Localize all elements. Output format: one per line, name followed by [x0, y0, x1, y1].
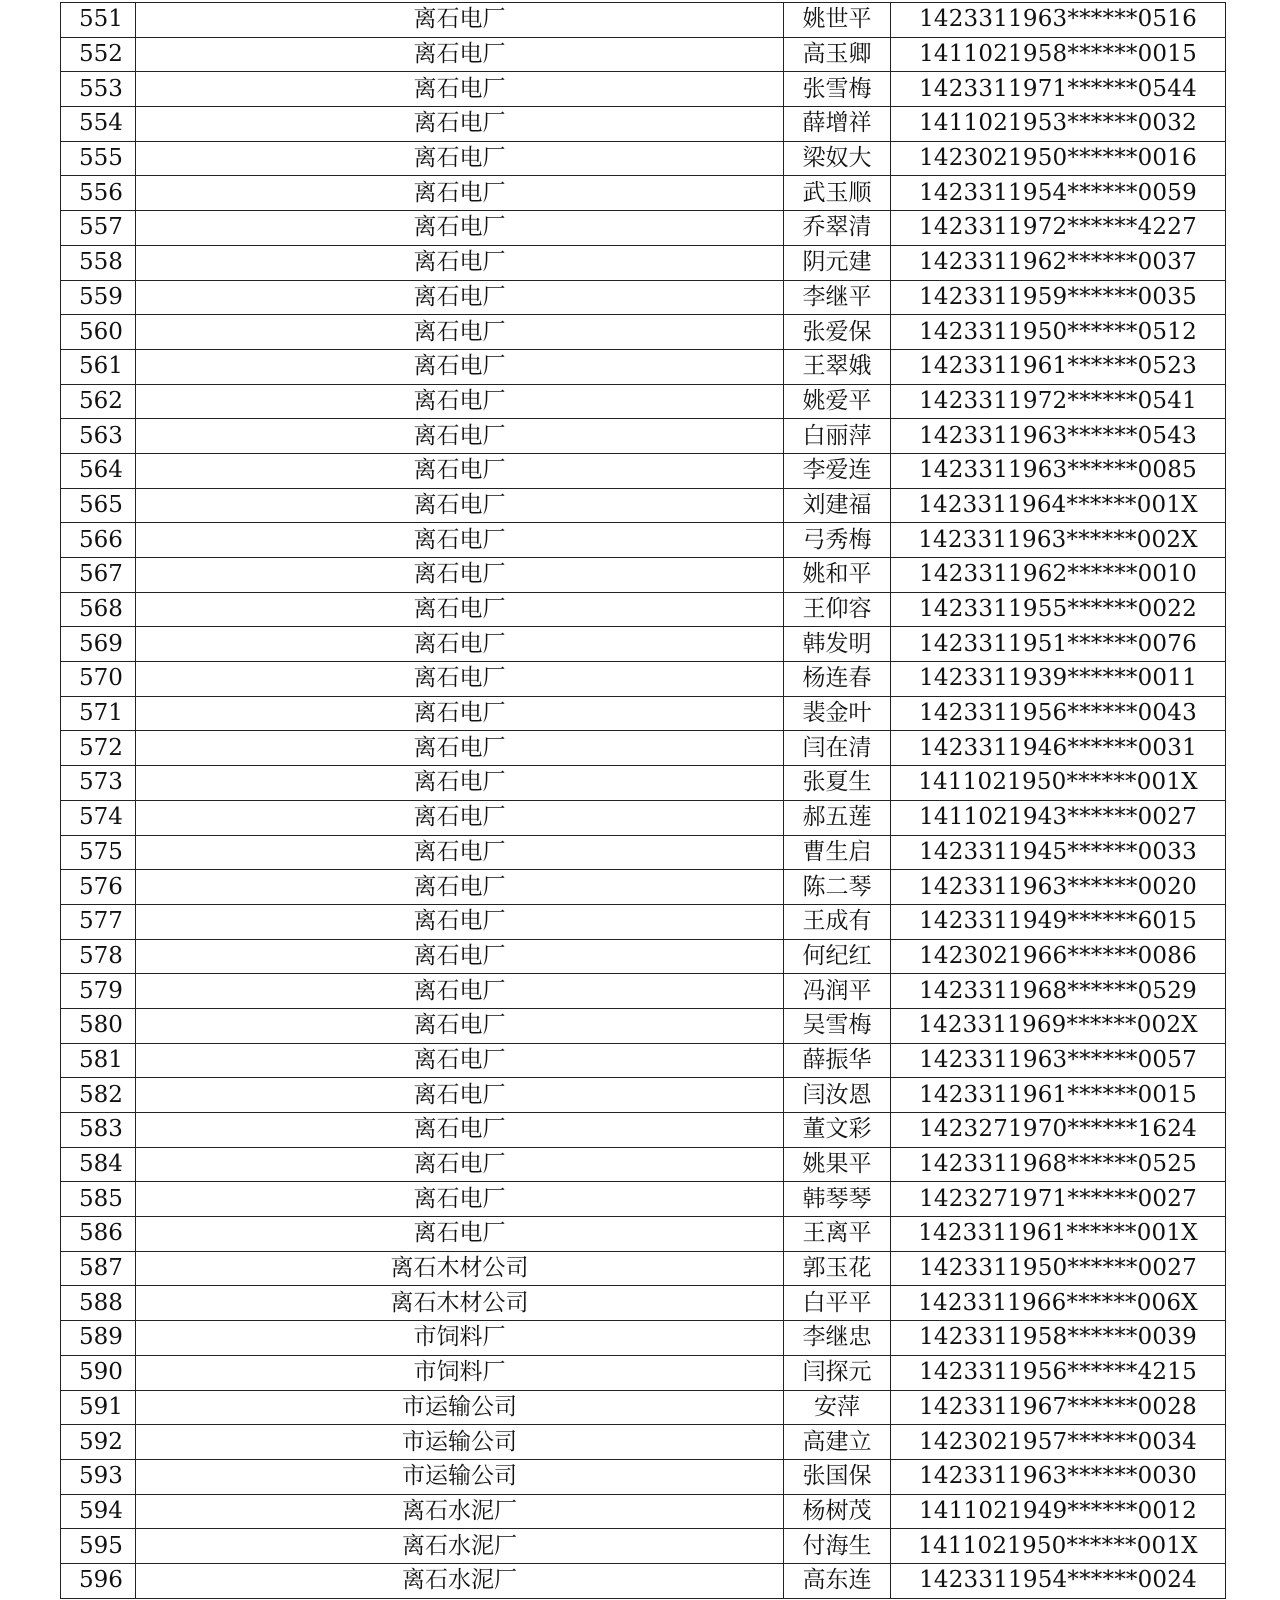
id-number-cell: 1423311964******001X: [891, 488, 1226, 523]
table-row: [61, 488, 1226, 523]
table-row: [61, 1321, 1226, 1356]
row-number-cell: 565: [61, 488, 136, 523]
work-unit-cell: 离石电厂: [136, 245, 784, 280]
work-unit-cell: 离石电厂: [136, 974, 784, 1009]
work-unit-cell: 离石电厂: [136, 904, 784, 939]
table-row: [61, 107, 1226, 142]
person-name-cell: 张夏生: [784, 766, 891, 801]
id-number-cell: 1423311939******0011: [891, 662, 1226, 697]
row-number-cell: 561: [61, 349, 136, 384]
id-number-cell: 1423311962******0037: [891, 245, 1226, 280]
work-unit-cell: 离石电厂: [136, 696, 784, 731]
person-name-cell: 闫探元: [784, 1355, 891, 1390]
row-number-cell: 558: [61, 245, 136, 280]
table-row: [61, 1043, 1226, 1078]
person-name-cell: 杨树茂: [784, 1494, 891, 1529]
work-unit-cell: 离石电厂: [136, 558, 784, 593]
table-row: [61, 1529, 1226, 1564]
row-number-cell: 583: [61, 1113, 136, 1148]
work-unit-cell: 离石电厂: [136, 453, 784, 488]
row-number-cell: 568: [61, 592, 136, 627]
work-unit-cell: 离石电厂: [136, 3, 784, 38]
person-name-cell: 郝五莲: [784, 800, 891, 835]
id-number-cell: 1423021957******0034: [891, 1425, 1226, 1460]
id-number-cell: 1423311954******0059: [891, 176, 1226, 211]
row-number-cell: 581: [61, 1043, 136, 1078]
table-row: [61, 974, 1226, 1009]
row-number-cell: 593: [61, 1459, 136, 1494]
work-unit-cell: 市运输公司: [136, 1459, 784, 1494]
id-number-cell: 1423311961******0015: [891, 1078, 1226, 1113]
row-number-cell: 573: [61, 766, 136, 801]
row-number-cell: 594: [61, 1494, 136, 1529]
row-number-cell: 577: [61, 904, 136, 939]
row-number-cell: 580: [61, 1008, 136, 1043]
person-name-cell: 姚世平: [784, 3, 891, 38]
work-unit-cell: 离石电厂: [136, 1113, 784, 1148]
person-name-cell: 付海生: [784, 1529, 891, 1564]
table-row: [61, 627, 1226, 662]
person-name-cell: 薛振华: [784, 1043, 891, 1078]
id-number-cell: 1423311951******0076: [891, 627, 1226, 662]
row-number-cell: 560: [61, 315, 136, 350]
table-row: [61, 696, 1226, 731]
person-name-cell: 董文彩: [784, 1113, 891, 1148]
row-number-cell: 552: [61, 37, 136, 72]
id-number-cell: 1423311963******0057: [891, 1043, 1226, 1078]
row-number-cell: 571: [61, 696, 136, 731]
table-row: [61, 453, 1226, 488]
table-row: [61, 37, 1226, 72]
work-unit-cell: 离石电厂: [136, 627, 784, 662]
table-row: [61, 280, 1226, 315]
id-number-cell: 1423311963******0030: [891, 1459, 1226, 1494]
id-number-cell: 1411021949******0012: [891, 1494, 1226, 1529]
person-name-cell: 曹生启: [784, 835, 891, 870]
work-unit-cell: 离石电厂: [136, 870, 784, 905]
table-row: [61, 1078, 1226, 1113]
id-number-cell: 1423021950******0016: [891, 141, 1226, 176]
id-number-cell: 1423311963******0543: [891, 419, 1226, 454]
person-name-cell: 张国保: [784, 1459, 891, 1494]
person-name-cell: 白平平: [784, 1286, 891, 1321]
row-number-cell: 554: [61, 107, 136, 142]
table-row: [61, 72, 1226, 107]
row-number-cell: 579: [61, 974, 136, 1009]
work-unit-cell: 离石电厂: [136, 662, 784, 697]
person-name-cell: 裴金叶: [784, 696, 891, 731]
table-row: [61, 315, 1226, 350]
id-number-cell: 1423311969******002X: [891, 1008, 1226, 1043]
person-name-cell: 闫在清: [784, 731, 891, 766]
row-number-cell: 576: [61, 870, 136, 905]
table-row: [61, 662, 1226, 697]
work-unit-cell: 离石电厂: [136, 1008, 784, 1043]
work-unit-cell: 离石电厂: [136, 592, 784, 627]
work-unit-cell: 离石电厂: [136, 488, 784, 523]
table-row: [61, 349, 1226, 384]
work-unit-cell: 市运输公司: [136, 1390, 784, 1425]
work-unit-cell: 离石电厂: [136, 766, 784, 801]
id-number-cell: 1423311956******4215: [891, 1355, 1226, 1390]
person-name-cell: 姚果平: [784, 1147, 891, 1182]
id-number-cell: 1423311968******0529: [891, 974, 1226, 1009]
work-unit-cell: 离石水泥厂: [136, 1494, 784, 1529]
row-number-cell: 592: [61, 1425, 136, 1460]
id-number-cell: 1423311967******0028: [891, 1390, 1226, 1425]
table-row: [61, 523, 1226, 558]
row-number-cell: 595: [61, 1529, 136, 1564]
id-number-cell: 1423311971******0544: [891, 72, 1226, 107]
person-name-cell: 白丽萍: [784, 419, 891, 454]
person-name-cell: 李爱连: [784, 453, 891, 488]
table-row: [61, 1425, 1226, 1460]
id-number-cell: 1411021950******001X: [891, 766, 1226, 801]
person-name-cell: 乔翠清: [784, 211, 891, 246]
table-row: [61, 939, 1226, 974]
row-number-cell: 564: [61, 453, 136, 488]
id-number-cell: 1423311963******0516: [891, 3, 1226, 38]
row-number-cell: 587: [61, 1251, 136, 1286]
id-number-cell: 1423311968******0525: [891, 1147, 1226, 1182]
id-number-cell: 1423311949******6015: [891, 904, 1226, 939]
person-name-cell: 安萍: [784, 1390, 891, 1425]
person-name-cell: 韩琴琴: [784, 1182, 891, 1217]
work-unit-cell: 离石电厂: [136, 176, 784, 211]
id-number-cell: 1423311959******0035: [891, 280, 1226, 315]
work-unit-cell: 离石电厂: [136, 141, 784, 176]
row-number-cell: 596: [61, 1563, 136, 1598]
person-name-cell: 冯润平: [784, 974, 891, 1009]
row-number-cell: 569: [61, 627, 136, 662]
work-unit-cell: 离石水泥厂: [136, 1563, 784, 1598]
table-row: [61, 800, 1226, 835]
person-name-cell: 梁奴大: [784, 141, 891, 176]
id-number-cell: 1423311972******4227: [891, 211, 1226, 246]
row-number-cell: 551: [61, 3, 136, 38]
work-unit-cell: 离石木材公司: [136, 1251, 784, 1286]
person-name-cell: 王成有: [784, 904, 891, 939]
id-number-cell: 1423311966******006X: [891, 1286, 1226, 1321]
id-number-cell: 1423311956******0043: [891, 696, 1226, 731]
person-name-cell: 武玉顺: [784, 176, 891, 211]
person-name-cell: 姚和平: [784, 558, 891, 593]
person-name-cell: 杨连春: [784, 662, 891, 697]
id-number-cell: 1423311963******0085: [891, 453, 1226, 488]
row-number-cell: 555: [61, 141, 136, 176]
work-unit-cell: 离石电厂: [136, 835, 784, 870]
person-name-cell: 韩发明: [784, 627, 891, 662]
person-name-cell: 张雪梅: [784, 72, 891, 107]
row-number-cell: 589: [61, 1321, 136, 1356]
work-unit-cell: 市饲料厂: [136, 1321, 784, 1356]
table-row: [61, 211, 1226, 246]
person-name-cell: 姚爱平: [784, 384, 891, 419]
row-number-cell: 567: [61, 558, 136, 593]
row-number-cell: 566: [61, 523, 136, 558]
person-name-cell: 吴雪梅: [784, 1008, 891, 1043]
table-row: [61, 384, 1226, 419]
row-number-cell: 585: [61, 1182, 136, 1217]
table-row: [61, 176, 1226, 211]
table-row: [61, 1008, 1226, 1043]
table-row: [61, 1251, 1226, 1286]
id-number-cell: 1423311946******0031: [891, 731, 1226, 766]
table-row: [61, 904, 1226, 939]
row-number-cell: 584: [61, 1147, 136, 1182]
person-name-cell: 高建立: [784, 1425, 891, 1460]
row-number-cell: 570: [61, 662, 136, 697]
work-unit-cell: 离石电厂: [136, 384, 784, 419]
person-name-cell: 王离平: [784, 1217, 891, 1252]
person-name-cell: 王仰容: [784, 592, 891, 627]
row-number-cell: 582: [61, 1078, 136, 1113]
id-number-cell: 1411021958******0015: [891, 37, 1226, 72]
person-name-cell: 陈二琴: [784, 870, 891, 905]
person-name-cell: 薛增祥: [784, 107, 891, 142]
work-unit-cell: 离石电厂: [136, 211, 784, 246]
row-number-cell: 574: [61, 800, 136, 835]
row-number-cell: 562: [61, 384, 136, 419]
person-name-cell: 何纪红: [784, 939, 891, 974]
person-name-cell: 张爱保: [784, 315, 891, 350]
work-unit-cell: 离石电厂: [136, 419, 784, 454]
work-unit-cell: 离石电厂: [136, 939, 784, 974]
work-unit-cell: 离石电厂: [136, 107, 784, 142]
person-name-cell: 闫汝恩: [784, 1078, 891, 1113]
table-row: [61, 835, 1226, 870]
roster-table: [60, 2, 1226, 1599]
id-number-cell: 1423311955******0022: [891, 592, 1226, 627]
table-row: [61, 3, 1226, 38]
table-row: [61, 1217, 1226, 1252]
work-unit-cell: 离石水泥厂: [136, 1529, 784, 1564]
table-row: [61, 1563, 1226, 1598]
row-number-cell: 557: [61, 211, 136, 246]
table-row: [61, 731, 1226, 766]
work-unit-cell: 离石电厂: [136, 315, 784, 350]
table-row: [61, 870, 1226, 905]
table-row: [61, 141, 1226, 176]
person-name-cell: 李继忠: [784, 1321, 891, 1356]
id-number-cell: 1423021966******0086: [891, 939, 1226, 974]
table-row: [61, 1182, 1226, 1217]
row-number-cell: 563: [61, 419, 136, 454]
id-number-cell: 1411021943******0027: [891, 800, 1226, 835]
table-row: [61, 419, 1226, 454]
table-row: [61, 1390, 1226, 1425]
id-number-cell: 1411021953******0032: [891, 107, 1226, 142]
table-row: [61, 1459, 1226, 1494]
id-number-cell: 1423311950******0027: [891, 1251, 1226, 1286]
row-number-cell: 586: [61, 1217, 136, 1252]
row-number-cell: 578: [61, 939, 136, 974]
id-number-cell: 1423311963******002X: [891, 523, 1226, 558]
work-unit-cell: 离石电厂: [136, 731, 784, 766]
person-name-cell: 王翠娥: [784, 349, 891, 384]
person-name-cell: 弓秀梅: [784, 523, 891, 558]
work-unit-cell: 离石电厂: [136, 800, 784, 835]
id-number-cell: 1423311961******0523: [891, 349, 1226, 384]
person-name-cell: 郭玉花: [784, 1251, 891, 1286]
person-name-cell: 李继平: [784, 280, 891, 315]
id-number-cell: 1423311954******0024: [891, 1563, 1226, 1598]
row-number-cell: 591: [61, 1390, 136, 1425]
roster-table-body: [61, 3, 1226, 1599]
row-number-cell: 559: [61, 280, 136, 315]
table-row: [61, 1147, 1226, 1182]
person-name-cell: 高东连: [784, 1563, 891, 1598]
row-number-cell: 556: [61, 176, 136, 211]
work-unit-cell: 离石木材公司: [136, 1286, 784, 1321]
table-row: [61, 558, 1226, 593]
id-number-cell: 1423271970******1624: [891, 1113, 1226, 1148]
id-number-cell: 1423311945******0033: [891, 835, 1226, 870]
work-unit-cell: 离石电厂: [136, 1078, 784, 1113]
work-unit-cell: 离石电厂: [136, 349, 784, 384]
table-row: [61, 766, 1226, 801]
work-unit-cell: 离石电厂: [136, 1043, 784, 1078]
table-row: [61, 1494, 1226, 1529]
work-unit-cell: 市运输公司: [136, 1425, 784, 1460]
table-row: [61, 1355, 1226, 1390]
row-number-cell: 553: [61, 72, 136, 107]
id-number-cell: 1423311963******0020: [891, 870, 1226, 905]
id-number-cell: 1423311972******0541: [891, 384, 1226, 419]
row-number-cell: 588: [61, 1286, 136, 1321]
table-row: [61, 1286, 1226, 1321]
row-number-cell: 572: [61, 731, 136, 766]
person-name-cell: 刘建福: [784, 488, 891, 523]
work-unit-cell: 离石电厂: [136, 37, 784, 72]
table-row: [61, 592, 1226, 627]
work-unit-cell: 市饲料厂: [136, 1355, 784, 1390]
work-unit-cell: 离石电厂: [136, 280, 784, 315]
work-unit-cell: 离石电厂: [136, 1217, 784, 1252]
person-name-cell: 阴元建: [784, 245, 891, 280]
work-unit-cell: 离石电厂: [136, 1147, 784, 1182]
table-row: [61, 1113, 1226, 1148]
id-number-cell: 1423311962******0010: [891, 558, 1226, 593]
work-unit-cell: 离石电厂: [136, 72, 784, 107]
table-row: [61, 245, 1226, 280]
id-number-cell: 1411021950******001X: [891, 1529, 1226, 1564]
row-number-cell: 590: [61, 1355, 136, 1390]
id-number-cell: 1423311961******001X: [891, 1217, 1226, 1252]
work-unit-cell: 离石电厂: [136, 1182, 784, 1217]
person-name-cell: 高玉卿: [784, 37, 891, 72]
work-unit-cell: 离石电厂: [136, 523, 784, 558]
id-number-cell: 1423311958******0039: [891, 1321, 1226, 1356]
row-number-cell: 575: [61, 835, 136, 870]
id-number-cell: 1423311950******0512: [891, 315, 1226, 350]
id-number-cell: 1423271971******0027: [891, 1182, 1226, 1217]
